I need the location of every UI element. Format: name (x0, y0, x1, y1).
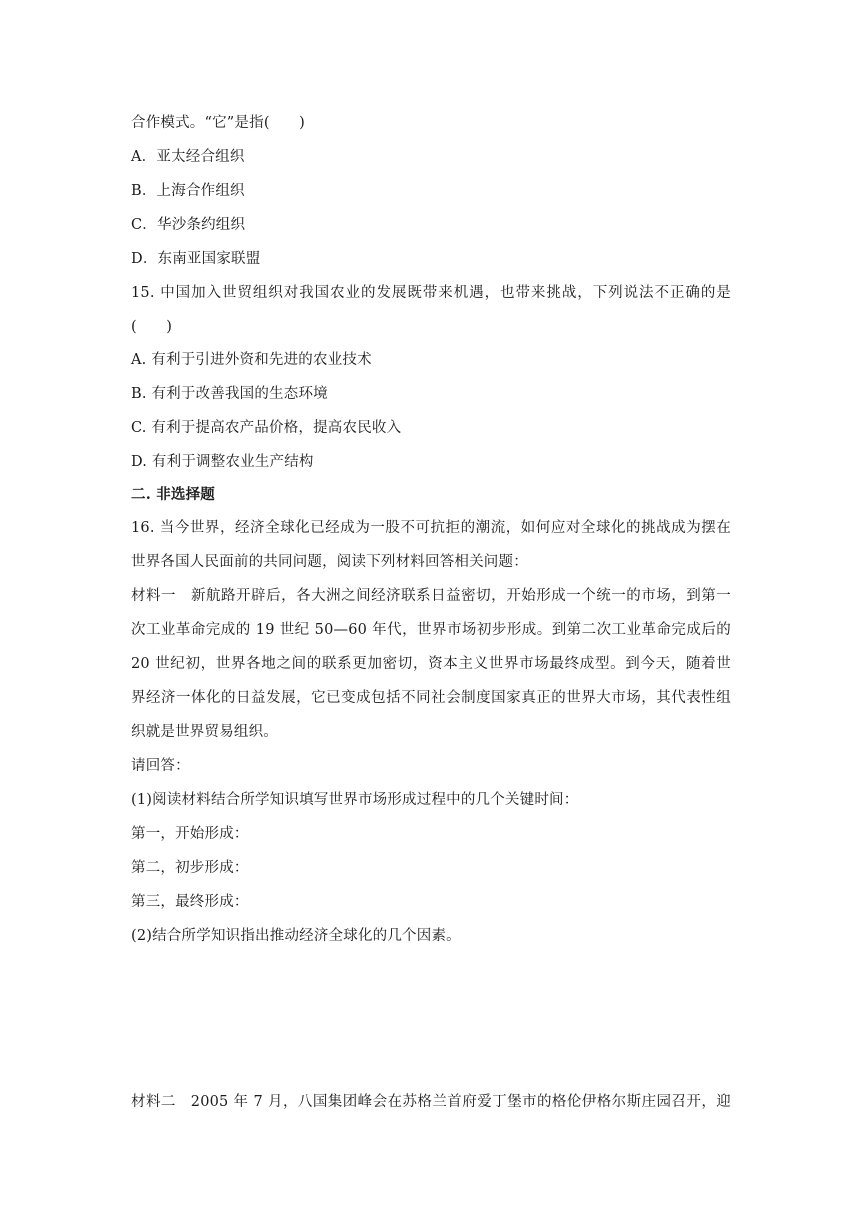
q15-option-c: C. 有利于提高农产品价格，提高农民收入 (131, 420, 402, 436)
q14-option-a: A．亚太经合组织 (131, 149, 245, 165)
sub1-item-first: 第一，开始形成： (131, 826, 249, 842)
sub1-item-second: 第二，初步形成： (131, 860, 249, 876)
q14-option-d: D．东南亚国家联盟 (131, 251, 261, 267)
section-heading: 二. 非选择题 (131, 486, 215, 503)
material1-line: 织就是世界贸易组织。 (131, 724, 278, 740)
q15-stem-line2: ( ) (131, 319, 173, 335)
q14-stem-tail: 合作模式。“它”是指( ) (131, 115, 305, 131)
material1-line: 20 世纪初，世界各地之间的联系更加密切，资本主义世界市场最终成型。到今天，随着世 (131, 656, 731, 672)
sub-question-1: (1)阅读材料结合所学知识填写世界市场形成过程中的几个关键时间： (131, 792, 579, 808)
material1-line: 界经济一体化的日益发展，它已变成包括不同社会制度国家真正的世界大市场，其代表性组 (131, 690, 731, 706)
sub1-item-third: 第三，最终形成： (131, 894, 249, 910)
document-page (131, 0, 731, 1216)
material1-line: 材料一 新航路开辟后，各大洲之间经济联系日益密切，开始形成一个统一的市场，到第一 (131, 588, 731, 604)
q15-option-b: B. 有利于改善我国的生态环境 (131, 386, 328, 402)
please-answer-label: 请回答： (131, 758, 190, 774)
q16-intro-line1: 16. 当今世界，经济全球化已经成为一股不可抗拒的潮流，如何应对全球化的挑战成为摆在 (131, 520, 731, 536)
material2-line: 材料二 2005 年 7 月，八国集团峰会在苏格兰首府爱丁堡市的格伦伊格尔斯庄园召开，迎 (131, 1094, 731, 1110)
material1-line: 次工业革命完成的 19 世纪 50—60 年代，世界市场初步形成。到第二次工业革命完成后的 (131, 622, 731, 638)
q15-option-d: D. 有利于调整农业生产结构 (131, 454, 314, 470)
q15-stem-line1: 15. 中国加入世贸组织对我国农业的发展既带来机遇，也带来挑战，下列说法不正确的是 (131, 285, 731, 301)
q15-option-a: A. 有利于引进外资和先进的农业技术 (131, 352, 372, 368)
q14-option-b: B．上海合作组织 (131, 183, 245, 199)
sub-question-2: (2)结合所学知识指出推动经济全球化的几个因素。 (131, 928, 461, 944)
q14-option-c: C．华沙条约组织 (131, 217, 246, 233)
q16-intro-line2: 世界各国人民面前的共同问题，阅读下列材料回答相关问题： (131, 554, 528, 570)
